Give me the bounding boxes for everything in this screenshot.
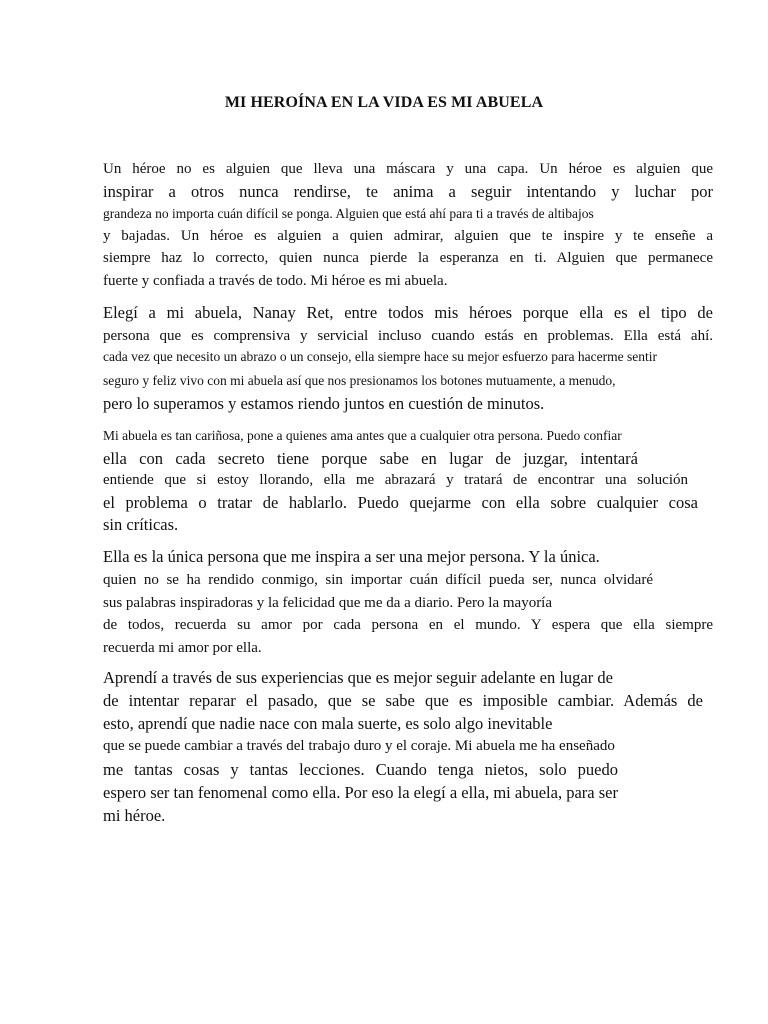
paragraph-line: Aprendí a través de sus experiencias que es mejor seguir adelante en lugar de [103,668,613,687]
paragraph-line: fuerte y confiada a través de todo. Mi héroe es mi abuela. [103,273,448,289]
paragraph-line: de todos, recuerda su amor por cada persona en el mundo. Y espera que ella siempre [103,617,713,633]
paragraph-line: entiende que si estoy llorando, ella me abrazará y tratará de encontrar una solución [103,472,688,488]
paragraph-line: pero lo superamos y estamos riendo juntos en cuestión de minutos. [103,394,545,413]
paragraph-line: esto, aprendí que nadie nace con mala suerte, es solo algo inevitable [103,714,553,733]
paragraph-line: Mi abuela es tan cariñosa, pone a quienes ama antes que a cualquier otra persona. Puedo confiar [103,428,622,443]
paragraph-line: y bajadas. Un héroe es alguien a quien admirar, alguien que te inspire y te enseñe a [103,228,713,244]
paragraph-line: de intentar reparar el pasado, que se sabe que es imposible cambiar. Además de [103,691,703,710]
paragraph-line: persona que es comprensiva y servicial incluso cuando estás en problemas. Ella está ahí. [103,328,713,344]
paragraph-line: Un héroe no es alguien que lleva una máscara y una capa. Un héroe es alguien que [103,161,713,177]
paragraph-line: ella con cada secreto tiene porque sabe en lugar de juzgar, intentará [103,449,638,468]
paragraph-line: quien no se ha rendido conmigo, sin importar cuán difícil pueda ser, nunca olvidaré [103,572,653,588]
paragraph-line: espero ser tan fenomenal como ella. Por eso la elegí a ella, mi abuela, para ser [103,783,618,802]
paragraph-line: recuerda mi amor por ella. [103,640,262,656]
document-title: MI HEROÍNA EN LA VIDA ES MI ABUELA [224,94,544,111]
paragraph-line: sus palabras inspiradoras y la felicidad que me da a diario. Pero la mayoría [103,595,553,611]
paragraph-line: mi héroe. [103,806,166,825]
paragraph-line: siempre haz lo correcto, quien nunca pierde la esperanza en ti. Alguien que permanece [103,250,713,266]
paragraph-line: seguro y feliz vivo con mi abuela así que nos presionamos los botones mutuamente, a menudo, [103,373,616,388]
paragraph-line: el problema o tratar de hablarlo. Puedo quejarme con ella sobre cualquier cosa [103,493,698,512]
paragraph-line: Ella es la única persona que me inspira a ser una mejor persona. Y la única. [103,547,600,566]
paragraph-line: me tantas cosas y tantas lecciones. Cuando tenga nietos, solo puedo [103,760,618,779]
paragraph-line: grandeza no importa cuán difícil se ponga. Alguien que está ahí para ti a través de altibajos [103,206,594,221]
paragraph-line: inspirar a otros nunca rendirse, te anima a seguir intentando y luchar por [103,182,713,201]
paragraph-line: que se puede cambiar a través del trabajo duro y el coraje. Mi abuela me ha enseñado [103,738,615,754]
paragraph-line: sin críticas. [103,515,179,534]
paragraph-line: Elegí a mi abuela, Nanay Ret, entre todos mis héroes porque ella es el tipo de [103,303,713,322]
paragraph-line: cada vez que necesito un abrazo o un consejo, ella siempre hace su mejor esfuerzo para hacerme sentir [103,349,657,364]
